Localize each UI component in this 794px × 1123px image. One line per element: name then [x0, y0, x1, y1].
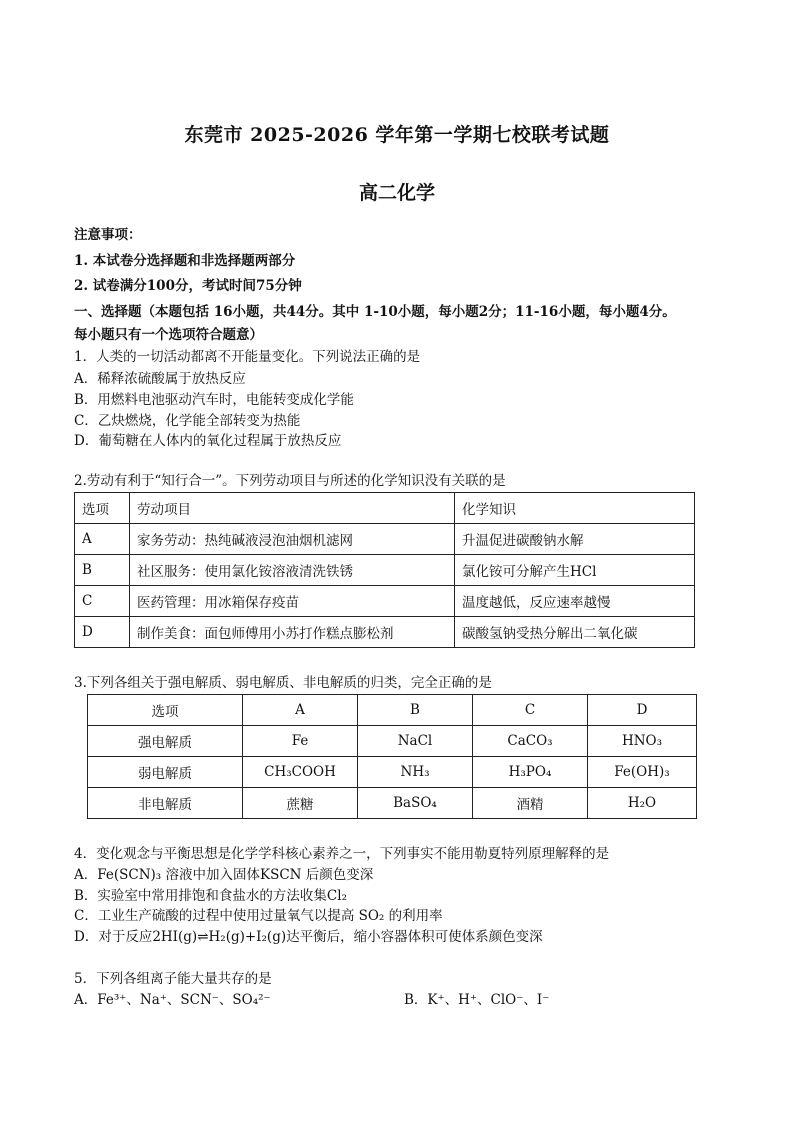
table-cell: 家务劳动：热纯碱液浸泡油烟机滤网 [130, 524, 455, 555]
table-header-row [75, 493, 695, 524]
table-cell: 社区服务：使用氯化铵溶液清洗铁锈 [130, 555, 455, 586]
table-row [75, 524, 695, 555]
table-row [75, 555, 695, 586]
q4-option: C．工业生产硫酸的过程中使用过量氧气以提高 SO₂ 的利用率 [74, 908, 443, 924]
table-row [88, 726, 697, 757]
table-cell: HNO₃ [588, 726, 697, 757]
table-row [88, 788, 697, 819]
section-heading-cont: 每小题只有一个选项符合题意） [74, 327, 263, 343]
table-header-cell: 选项 [88, 695, 243, 726]
table-cell: NaCl [358, 726, 473, 757]
section-heading: 一、选择题（本题包括 16小题，共44分。其中 1-10小题，每小题2分；11-16小题，每小题4分。 [74, 304, 676, 320]
table-cell: NH₃ [358, 757, 473, 788]
q1-option: B．用燃料电池驱动汽车时，电能转变成化学能 [74, 392, 354, 408]
table-cell: Fe(OH)₃ [588, 757, 697, 788]
q5-option-a: A．Fe³⁺、Na⁺、SCN⁻、SO₄²⁻ [74, 992, 271, 1008]
q2-table [74, 492, 695, 648]
table-cell: 强电解质 [88, 726, 243, 757]
table-cell: Fe [243, 726, 358, 757]
table-cell: 升温促进碳酸钠水解 [455, 524, 695, 555]
table-cell: BaSO₄ [358, 788, 473, 819]
table-header-row [88, 695, 697, 726]
table-cell: B [75, 555, 130, 586]
table-cell: 氯化铵可分解产生HCl [455, 555, 695, 586]
q1-stem: 1．人类的一切活动都离不开能量变化。下列说法正确的是 [74, 349, 421, 365]
table-row [88, 757, 697, 788]
q4-stem: 4．变化观念与平衡思想是化学学科核心素养之一，下列事实不能用勒夏特列原理解释的是 [74, 846, 610, 862]
table-cell: H₂O [588, 788, 697, 819]
notice-item: 2. 试卷满分100分，考试时间75分钟 [74, 278, 302, 294]
table-header-cell: A [243, 695, 358, 726]
table-row [75, 586, 695, 617]
table-cell: 医药管理：用冰箱保存疫苗 [130, 586, 455, 617]
table-cell: 碳酸氢钠受热分解出二氧化碳 [455, 617, 695, 648]
exam-title: 东莞市 2025-2026 学年第一学期七校联考试题 [184, 124, 610, 146]
q1-option: A．稀释浓硫酸属于放热反应 [74, 371, 246, 387]
table-cell: A [75, 524, 130, 555]
notice-item: 1. 本试卷分选择题和非选择题两部分 [74, 253, 296, 269]
q4-option: A．Fe(SCN)₃ 溶液中加入固体KSCN 后颜色变深 [74, 867, 374, 883]
table-header-cell: B [358, 695, 473, 726]
table-cell: 酒精 [473, 788, 588, 819]
table-cell: 弱电解质 [88, 757, 243, 788]
q5-stem: 5．下列各组离子能大量共存的是 [74, 971, 272, 987]
table-header-cell: 劳动项目 [130, 493, 455, 524]
table-cell: 温度越低，反应速率越慢 [455, 586, 695, 617]
table-cell: D [75, 617, 130, 648]
table-cell: 蔗糖 [243, 788, 358, 819]
q1-option: C．乙炔燃烧，化学能全部转变为热能 [74, 413, 301, 429]
table-cell: C [75, 586, 130, 617]
q4-option: B．实验室中常用排饱和食盐水的方法收集Cl₂ [74, 888, 347, 904]
subject-title: 高二化学 [358, 182, 435, 204]
q5-option-b: B．K⁺、H⁺、ClO⁻、I⁻ [404, 992, 550, 1008]
q4-option: D．对于反应2HI(g)⇌H₂(g)+I₂(g)达平衡后，缩小容器体积可使体系颜色变深 [74, 929, 543, 945]
q3-stem: 3.下列各组关于强电解质、弱电解质、非电解质的归类，完全正确的是 [74, 675, 492, 691]
table-row [75, 617, 695, 648]
q1-option: D．葡萄糖在人体内的氧化过程属于放热反应 [74, 433, 342, 449]
table-header-cell: 选项 [75, 493, 130, 524]
table-cell: 制作美食：面包师傅用小苏打作糕点膨松剂 [130, 617, 455, 648]
table-header-cell: C [473, 695, 588, 726]
table-cell: CH₃COOH [243, 757, 358, 788]
table-header-cell: D [588, 695, 697, 726]
q3-table [87, 694, 697, 819]
notice-heading: 注意事项： [74, 227, 142, 243]
table-cell: H₃PO₄ [473, 757, 588, 788]
q2-stem: 2.劳动有利于“知行合一”。下列劳动项目与所述的化学知识没有关联的是 [74, 473, 506, 489]
table-header-cell: 化学知识 [455, 493, 695, 524]
table-cell: CaCO₃ [473, 726, 588, 757]
table-cell: 非电解质 [88, 788, 243, 819]
